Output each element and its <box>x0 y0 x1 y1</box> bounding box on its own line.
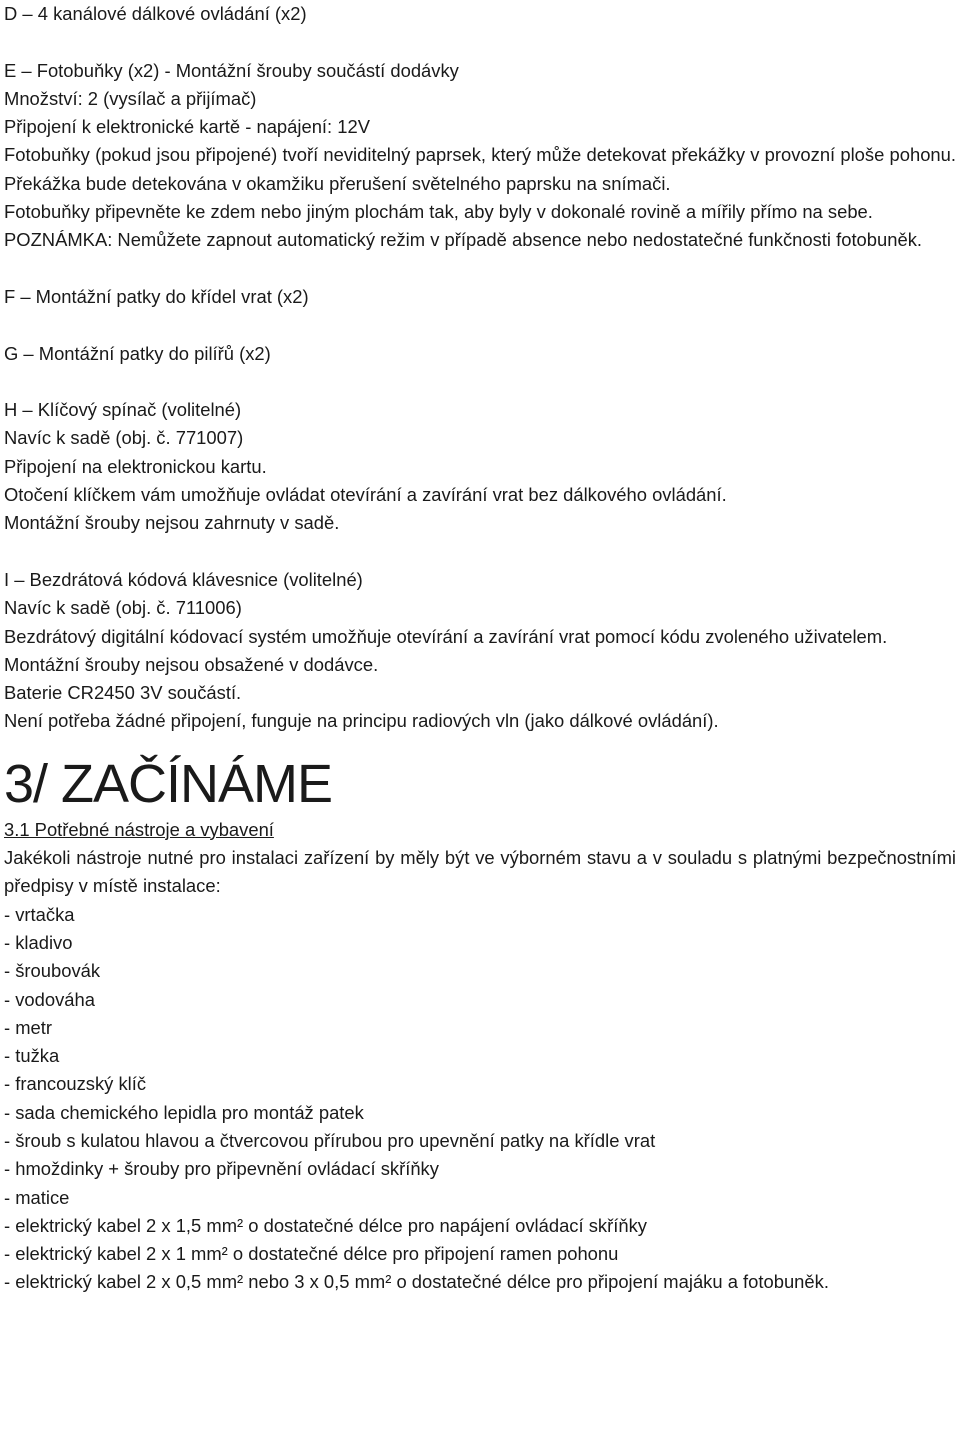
section-f-title: F – Montážní patky do křídel vrat (x2) <box>4 285 309 307</box>
tools-list <box>4 901 956 1297</box>
section-i-screws: Montážní šrouby nejsou obsažené v dodávce. <box>4 653 379 675</box>
section-g-title: G – Montážní patky do pilířů (x2) <box>4 342 271 364</box>
section-h-screws: Montážní šrouby nejsou zahrnuty v sadě. <box>4 512 340 534</box>
section-h-order: Navíc k sadě (obj. č. 771007) <box>4 427 244 449</box>
spacer <box>4 255 956 283</box>
section-i-description: Bezdrátový digitální kódovací systém umožňuje otevírání a zavírání vrat pomocí kódu zvoleného uživatelem. <box>4 625 888 647</box>
list-item: - matice <box>4 1186 70 1208</box>
list-item: - francouzský klíč <box>4 1073 147 1095</box>
section-i-title: I – Bezdrátová kódová klávesnice (volitelné) <box>4 568 363 590</box>
list-item: - tužka <box>4 1045 60 1067</box>
spacer <box>4 538 956 566</box>
list-item: - vodováha <box>4 988 95 1010</box>
list-item: - elektrický kabel 2 x 1 mm² o dostatečné délce pro připojení ramen pohonu <box>4 1243 619 1265</box>
section-e-note: POZNÁMKA: Nemůžete zapnout automatický režim v případě absence nebo nedostatečné funkčnosti fotobuněk. <box>4 229 922 251</box>
list-item: - kladivo <box>4 931 73 953</box>
section-h-usage: Otočení klíčkem vám umožňuje ovládat otevírání a zavírání vrat bez dálkového ovládání. <box>4 484 727 506</box>
spacer <box>4 311 956 339</box>
list-item: - šroubovák <box>4 960 101 982</box>
tools-intro: Jakékoli nástroje nutné pro instalaci zařízení by měly být ve výborném stavu a v souladu s platnými bezpečnostními předpisy v místě instalace: <box>4 847 956 897</box>
chapter-heading: 3/ ZAČÍNÁME <box>4 753 333 814</box>
list-item: - šroub s kulatou hlavou a čtvercovou přírubou pro upevnění patky na křídle vrat <box>4 1129 656 1151</box>
section-e-title: E – Fotobuňky (x2) - Montážní šrouby součástí dodávky <box>4 59 459 81</box>
section-e-quantity: Množství: 2 (vysílač a přijímač) <box>4 87 257 109</box>
section-e-description: Fotobuňky (pokud jsou připojené) tvoří neviditelný paprsek, který může detekovat překážky v provozní ploše pohonu. Překážka bude detekována v okamžiku přerušení světelného paprsku na snímači. <box>4 144 956 194</box>
section-d-title: D – 4 kanálové dálkové ovládání (x2) <box>4 3 307 24</box>
list-item: - hmoždinky + šrouby pro připevnění ovládací skříňky <box>4 1158 439 1180</box>
section-i-wireless: Není potřeba žádné připojení, funguje na principu radiových vln (jako dálkové ovládání). <box>4 710 719 732</box>
section-e-connection: Připojení k elektronické kartě - napájení: 12V <box>4 116 370 138</box>
list-item: - elektrický kabel 2 x 0,5 mm² nebo 3 x 0,5 mm² o dostatečné délce pro připojení majáku a fotobuněk. <box>4 1271 829 1293</box>
subsection-title: 3.1 Potřebné nástroje a vybavení <box>4 818 274 840</box>
section-h-connection: Připojení na elektronickou kartu. <box>4 455 267 477</box>
section-e-mounting: Fotobuňky připevněte ke zdem nebo jiným plochám tak, aby byly v dokonalé rovině a mířily přímo na sebe. <box>4 201 873 223</box>
list-item: - metr <box>4 1016 53 1038</box>
spacer <box>4 368 956 396</box>
spacer <box>4 28 956 56</box>
list-item: - vrtačka <box>4 903 75 925</box>
section-h-title: H – Klíčový spínač (volitelné) <box>4 399 242 421</box>
section-i-battery: Baterie CR2450 3V součástí. <box>4 682 242 704</box>
list-item: - elektrický kabel 2 x 1,5 mm² o dostatečné délce pro napájení ovládací skříňky <box>4 1214 647 1236</box>
section-i-order: Navíc k sadě (obj. č. 711006) <box>4 597 242 619</box>
list-item: - sada chemického lepidla pro montáž patek <box>4 1101 364 1123</box>
